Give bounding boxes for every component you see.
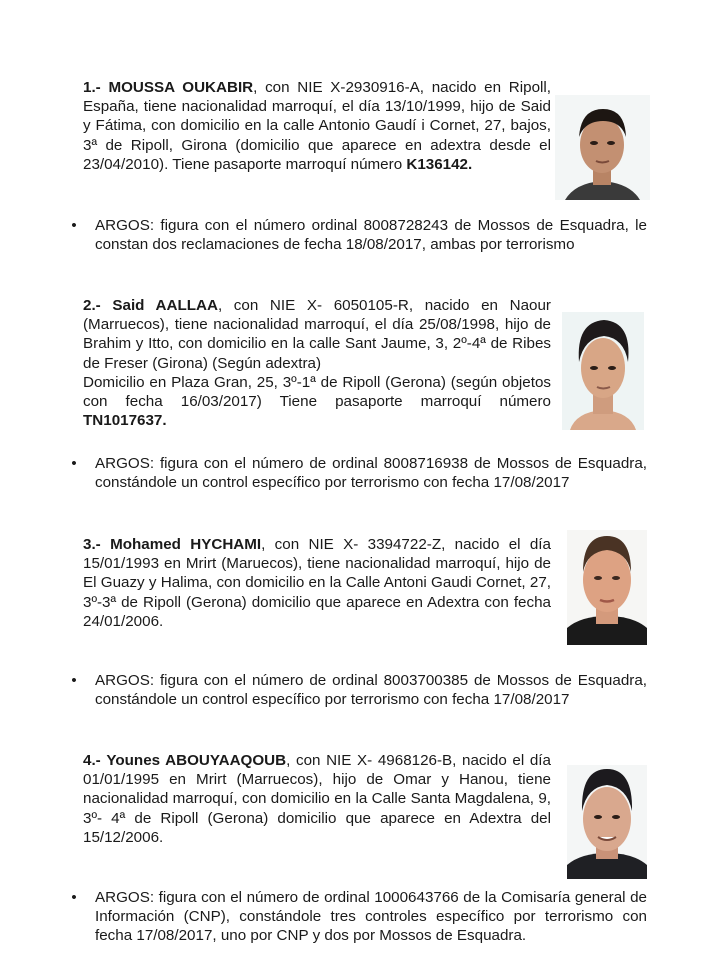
bullet-icon: • <box>71 889 77 906</box>
entry-1-details: , con NIE X-2930916-A, nacido en Ripoll, España, tiene nacionalidad marroquí, el día 13/10/1999, hijo de Said y Fátima, con domicilio en la calle Antonio Gaudí i Cornet, 27, bajos, 3ª de Ripoll, Girona (domicilio que aparece en adextra desde el 23/04/2010). Tiene pasaporte marroquí número <box>83 79 551 173</box>
entry-3-name: Mohamed HYCHAMI <box>110 536 262 553</box>
bullet-icon: • <box>71 672 77 689</box>
entry-1-text <box>83 78 551 174</box>
entry-4-number: 4.- <box>83 752 101 769</box>
bullet-icon: • <box>71 217 77 234</box>
entry-2-argos <box>71 454 647 492</box>
entry-3-argos-text: ARGOS: figura con el número de ordinal 8003700385 de Mossos de Esquadra, constándole un control específico por terrorismo con fecha 17/08/2017 <box>95 672 647 709</box>
entry-4-argos <box>71 888 647 946</box>
entry-2-details-2: Domicilio en Plaza Gran, 25, 3º-1ª de Ripoll (Gerona) (según objetos con fecha 16/03/2017) Tiene pasaporte marroquí número <box>83 373 551 411</box>
entry-4-text <box>83 751 551 847</box>
entry-4-argos-text: ARGOS: figura con el número de ordinal 1000643766 de la Comisaría general de Información (CNP), constándole tres controles específico por terrorismo con fecha 17/08/2017, uno por CNP y dos por Mossos de Esquadra. <box>95 889 647 945</box>
entry-2-name: Said AALLAA <box>112 297 218 314</box>
entry-2-passport: TN1017637. <box>83 412 167 430</box>
entry-1-argos-text: ARGOS: figura con el número ordinal 8008728243 de Mossos de Esquadra, le constan dos reclamaciones de fecha 18/08/2017, ambas por terrorismo <box>95 217 647 254</box>
photo-younes-abouyaaqoub <box>567 765 647 879</box>
photo-moussa-oukabir <box>555 95 650 200</box>
photo-said-aallaa <box>562 312 644 430</box>
entry-4-name: Younes ABOUYAAQOUB <box>106 752 287 769</box>
entry-3-details: , con NIE X- 3394722-Z, nacido el día 15/01/1993 en Mrirt (Maruecos), tiene nacionalidad marroquí, hijo de El Guazy y Halima, con domicilio en la Calle Antoni Gaudi Cornet, 27, 3º-3ª de Ripoll (Gerona) domicilio que aparece en Adextra con fecha 24/01/2006. <box>83 536 551 630</box>
entry-3-argos <box>71 671 647 709</box>
bullet-icon: • <box>71 455 77 472</box>
entry-4-details: , con NIE X- 4968126-B, nacido el día 01/01/1995 en Mrirt (Marruecos), hijo de Omar y Hanou, tiene nacionalidad marroquí, con domicilio en la Calle Santa Magdalena, 9, 3º- 4ª de Ripoll (Gerona) domicilio que aparece en Adextra del 15/12/2006. <box>83 752 551 846</box>
entry-3-number: 3.- <box>83 536 101 553</box>
entry-1-passport: K136142. <box>406 155 473 173</box>
entry-2-text <box>83 296 551 430</box>
entry-2-number: 2.- <box>83 297 101 314</box>
entry-1-name: MOUSSA OUKABIR <box>108 79 254 96</box>
entry-1-argos <box>71 216 647 254</box>
entry-2-argos-text: ARGOS: figura con el número de ordinal 8008716938 de Mossos de Esquadra, constándole un control específico por terrorismo con fecha 17/08/2017 <box>95 455 647 492</box>
entry-2-details: , con NIE X- 6050105-R, nacido en Naour (Marruecos), tiene nacionalidad marroquí, el día 25/08/1998, hijo de Brahim y Itto, con domicilio en la calle Sant Jaume, 3, 2º-4ª de Ribes de Freser (Girona) (Según adextra) <box>83 297 551 372</box>
entry-3-text <box>83 535 551 631</box>
photo-mohamed-hychami <box>567 530 647 645</box>
entry-1-number: 1.- <box>83 79 101 96</box>
